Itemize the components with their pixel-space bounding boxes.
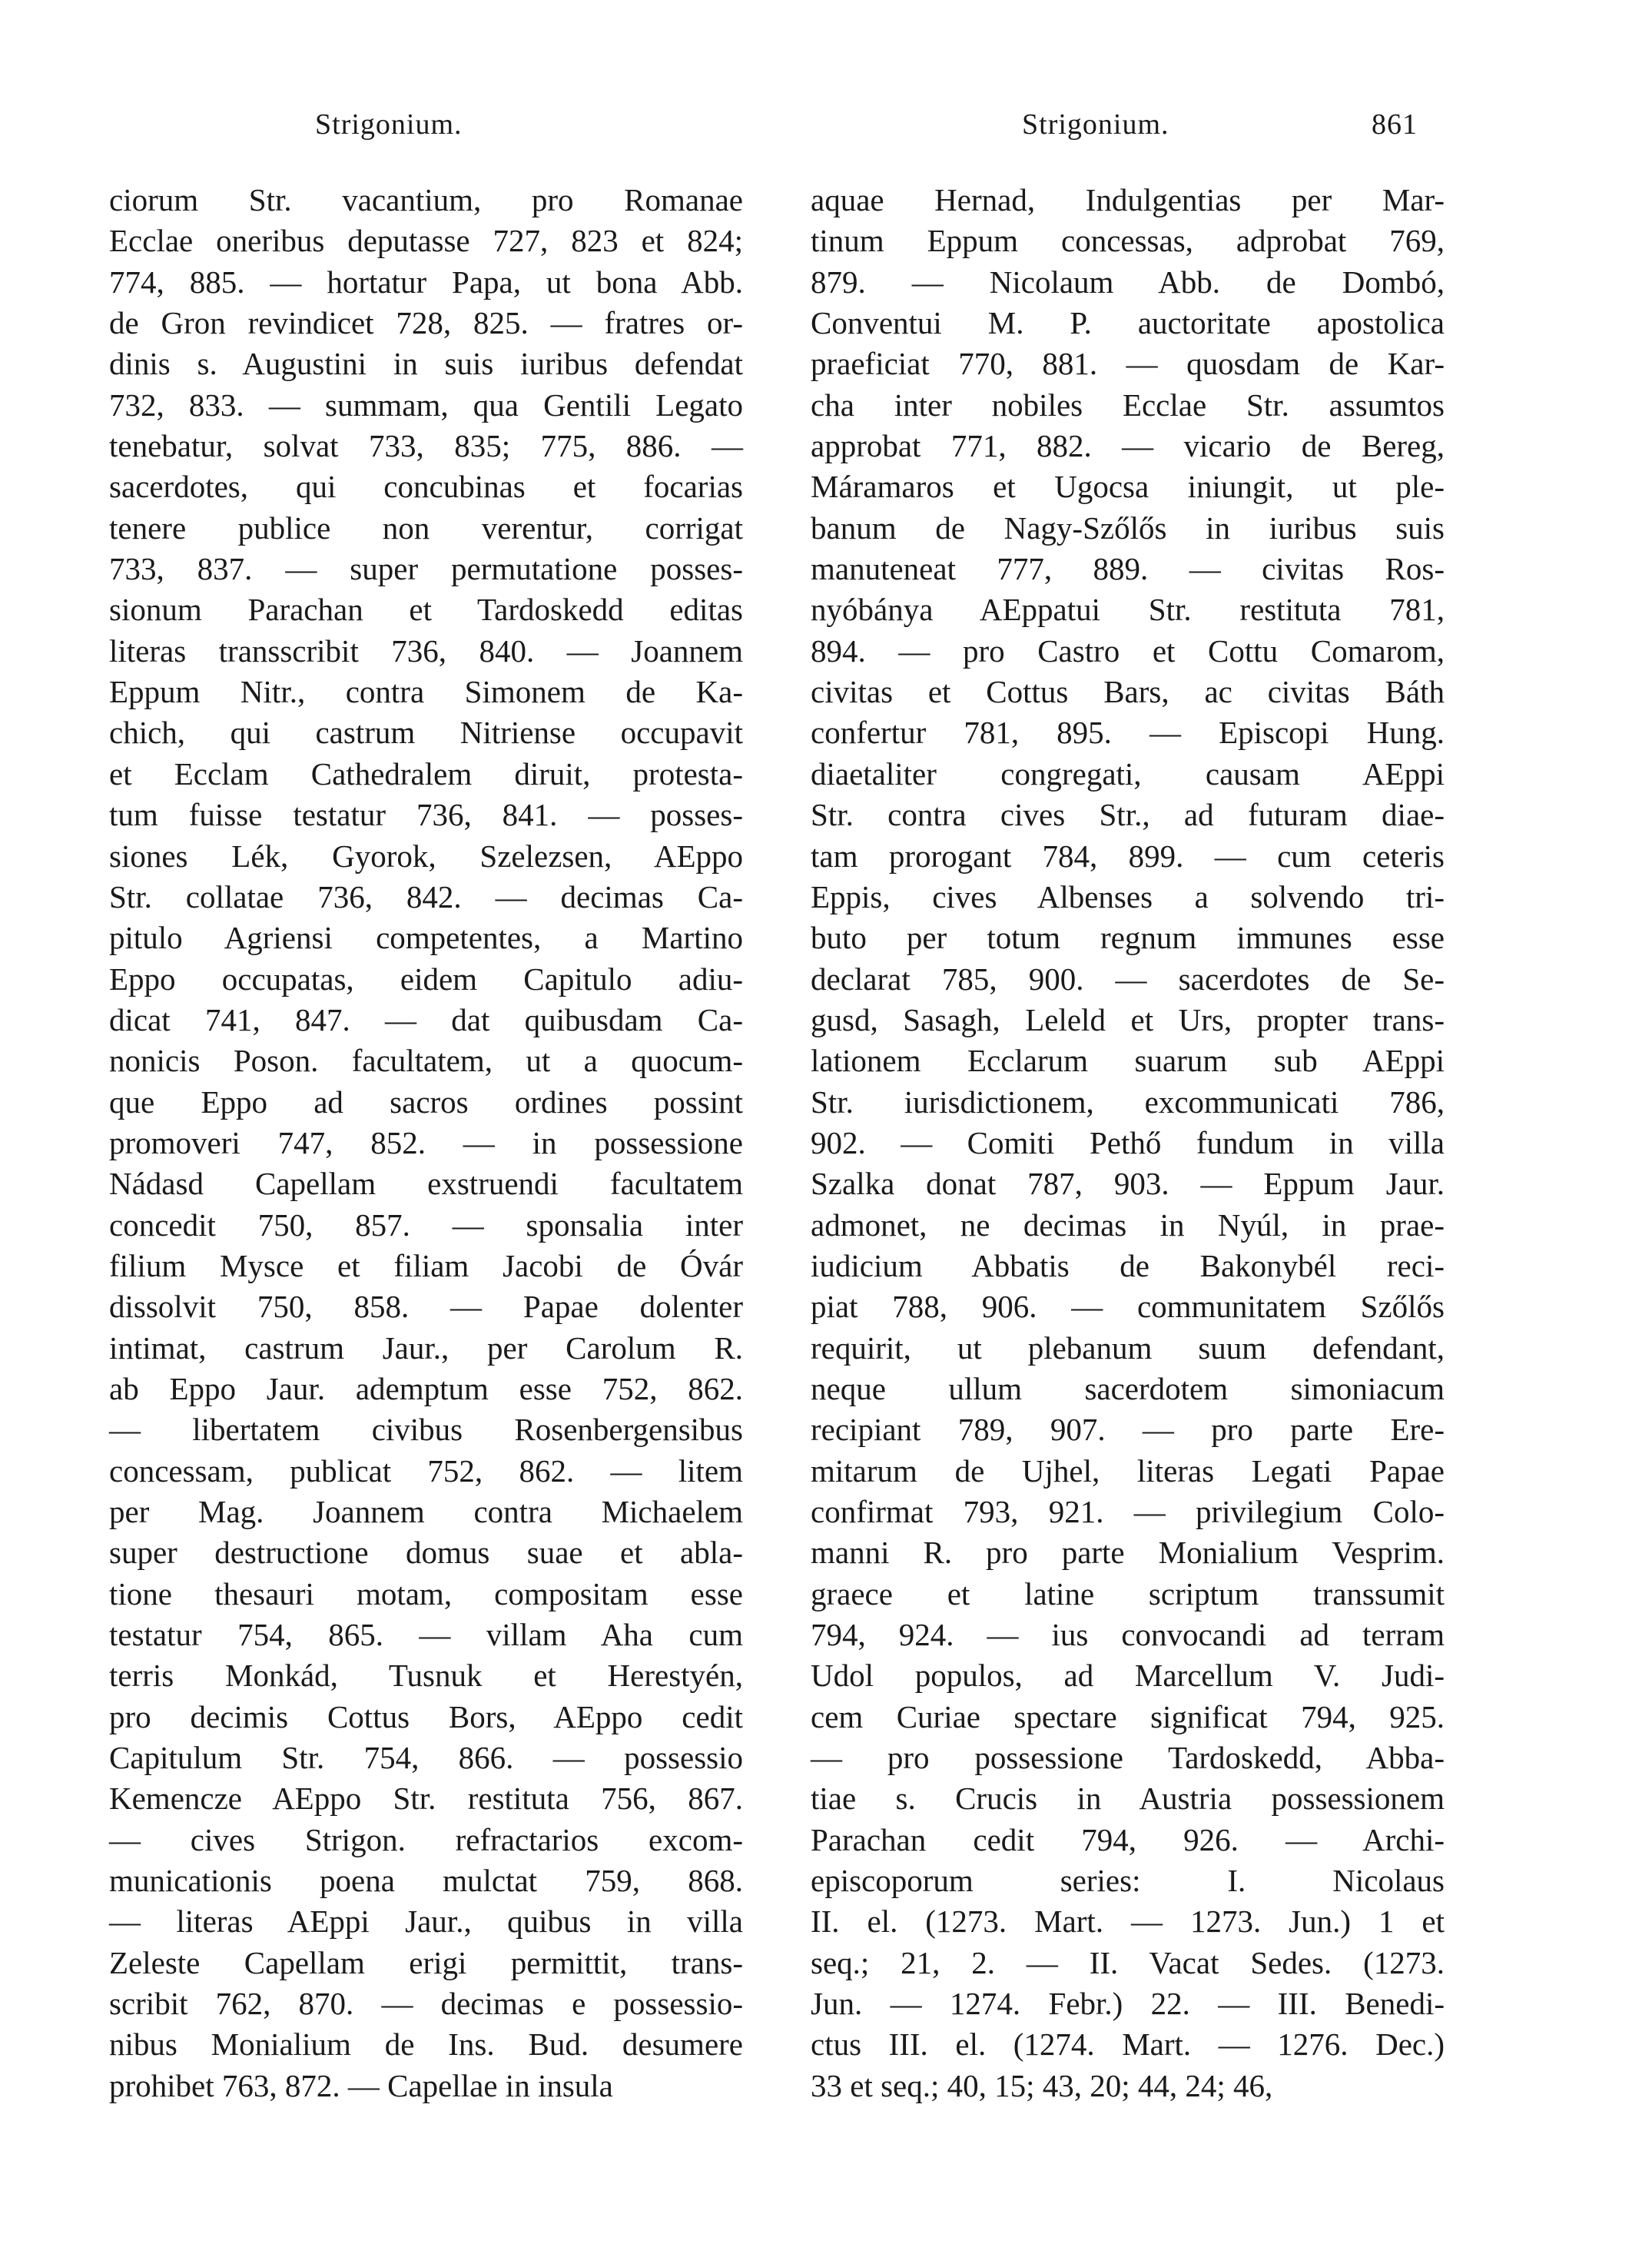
- text-line: 894. — pro Castro et Cottu Comarom,: [811, 632, 1445, 669]
- text-line: tenebatur, solvat 733, 835; 775, 886. —: [109, 428, 743, 464]
- text-line: super destructione domus suae et abla-: [109, 1535, 743, 1571]
- text-line: pro decimis Cottus Bors, AEppo cedit: [109, 1698, 743, 1734]
- text-line: chich, qui castrum Nitriense occupavit: [109, 715, 743, 751]
- text-line: tiae s. Crucis in Austria possessionem: [811, 1781, 1445, 1817]
- text-line: lationem Ecclarum suarum sub AEppi: [811, 1043, 1445, 1079]
- text-line: declarat 785, 900. — sacerdotes de Se-: [811, 961, 1445, 997]
- text-line: piat 788, 906. — communitatem Szőlős: [811, 1289, 1445, 1325]
- text-line: Máramaros et Ugocsa iniungit, ut ple-: [811, 469, 1445, 505]
- text-line: Str. iurisdictionem, excommunicati 786,: [811, 1084, 1445, 1120]
- text-line: 794, 924. — ius convocandi ad terram: [811, 1617, 1445, 1653]
- text-line: aquae Hernad, Indulgentias per Mar-: [811, 182, 1445, 217]
- text-line: — literas AEppi Jaur., quibus in villa: [109, 1904, 743, 1940]
- text-line: dissolvit 750, 858. — Papae dolenter: [109, 1289, 743, 1325]
- text-line: Str. contra cives Str., ad futuram diae-: [811, 797, 1445, 833]
- text-line: Eppis, cives Albenses a solvendo tri-: [811, 878, 1445, 914]
- text-line: Conventui M. P. auctoritate apostolica: [811, 305, 1445, 341]
- text-line: sionum Parachan et Tardoskedd editas: [109, 592, 743, 628]
- text-line: intimat, castrum Jaur., per Carolum R.: [109, 1329, 743, 1366]
- text-line: testatur 754, 865. — villam Aha cum: [109, 1617, 743, 1653]
- text-line: sacerdotes, qui concubinas et focarias: [109, 469, 743, 505]
- text-line: Nádasd Capellam exstruendi facultatem: [109, 1166, 743, 1202]
- text-line: manni R. pro parte Monialium Vesprim.: [811, 1535, 1445, 1571]
- text-line: 774, 885. — hortatur Papa, ut bona Abb.: [109, 264, 743, 300]
- text-line: 879. — Nicolaum Abb. de Dombó,: [811, 264, 1445, 300]
- text-line: tam prorogant 784, 899. — cum ceteris: [811, 838, 1445, 874]
- text-line: banum de Nagy-Szőlős in iuribus suis: [811, 509, 1445, 546]
- text-line: promoveri 747, 852. — in possessione: [109, 1124, 743, 1160]
- text-line: scribit 762, 870. — decimas e possessio-: [109, 1986, 743, 2022]
- text-line: cem Curiae spectare significat 794, 925.: [811, 1698, 1445, 1734]
- text-line: per Mag. Joannem contra Michaelem: [109, 1494, 743, 1529]
- text-line: nyóbánya AEppatui Str. restituta 781,: [811, 592, 1445, 628]
- text-line: Szalka donat 787, 903. — Eppum Jaur.: [811, 1166, 1445, 1202]
- text-line: graece et latine scriptum transsumit: [811, 1575, 1445, 1611]
- text-line: siones Lék, Gyorok, Szelezsen, AEppo: [109, 838, 743, 874]
- text-line: neque ullum sacerdotem simoniacum: [811, 1370, 1445, 1406]
- text-line: et Ecclam Cathedralem diruit, protesta-: [109, 755, 743, 792]
- text-line: manuteneat 777, 889. — civitas Ros-: [811, 551, 1445, 587]
- text-line: cha inter nobiles Ecclae Str. assumtos: [811, 387, 1445, 423]
- text-line: Eppum Nitr., contra Simonem de Ka-: [109, 674, 743, 710]
- text-line: 732, 833. — summam, qua Gentili Legato: [109, 387, 743, 423]
- text-line: Str. collatae 736, 842. — decimas Ca-: [109, 878, 743, 914]
- text-line: seq.; 21, 2. — II. Vacat Sedes. (1273.: [811, 1944, 1445, 1980]
- text-line: literas transscribit 736, 840. — Joannem: [109, 632, 743, 669]
- text-line: 733, 837. — super permutatione posses-: [109, 551, 743, 587]
- text-line: dinis s. Augustini in suis iuribus defendat: [109, 346, 743, 382]
- text-line: — pro possessione Tardoskedd, Abba-: [811, 1740, 1445, 1776]
- text-line: approbat 771, 882. — vicario de Bereg,: [811, 428, 1445, 464]
- text-line: nibus Monialium de Ins. Bud. desumere: [109, 2026, 743, 2063]
- text-line: II. el. (1273. Mart. — 1273. Jun.) 1 et: [811, 1904, 1445, 1940]
- text-line: episcoporum series: I. Nicolaus: [811, 1863, 1445, 1899]
- left-column: [109, 180, 743, 2106]
- text-line: iudicium Abbatis de Bakonybél reci-: [811, 1247, 1445, 1283]
- text-line: concessam, publicat 752, 862. — litem: [109, 1452, 743, 1489]
- text-line: requirit, ut plebanum suum defendant,: [811, 1329, 1445, 1366]
- text-line: praeficiat 770, 881. — quosdam de Kar-: [811, 346, 1445, 382]
- running-head-left: Strigonium.: [315, 108, 463, 141]
- text-line: filium Mysce et filiam Jacobi de Óvár: [109, 1247, 743, 1283]
- text-line: — cives Strigon. refractarios excom-: [109, 1821, 743, 1857]
- text-line: ctus III. el. (1274. Mart. — 1276. Dec.): [811, 2026, 1445, 2063]
- text-line: Ecclae oneribus deputasse 727, 823 et 824;: [109, 223, 743, 259]
- text-line: prohibet 763, 872. — Capellae in insula: [109, 2067, 613, 2103]
- text-line: que Eppo ad sacros ordines possint: [109, 1084, 743, 1120]
- text-line: Capitulum Str. 754, 866. — possessio: [109, 1740, 743, 1776]
- text-line: pitulo Agriensi competentes, a Martino: [109, 920, 743, 956]
- text-line: mitarum de Ujhel, literas Legati Papae: [811, 1452, 1445, 1489]
- text-line: concedit 750, 857. — sponsalia inter: [109, 1207, 743, 1243]
- text-line: terris Monkád, Tusnuk et Herestyén,: [109, 1658, 743, 1694]
- text-line: 902. — Comiti Pethő fundum in villa: [811, 1124, 1445, 1160]
- text-line: nonicis Poson. facultatem, ut a quocum-: [109, 1043, 743, 1079]
- text-line: tinum Eppum concessas, adprobat 769,: [811, 223, 1445, 259]
- text-line: tum fuisse testatur 736, 841. — posses-: [109, 797, 743, 833]
- text-line: Zeleste Capellam erigi permittit, trans-: [109, 1944, 743, 1980]
- text-line: buto per totum regnum immunes esse: [811, 920, 1445, 956]
- text-line: diaetaliter congregati, causam AEppi: [811, 755, 1445, 792]
- text-line: Jun. — 1274. Febr.) 22. — III. Benedi-: [811, 1986, 1445, 2022]
- text-line: ciorum Str. vacantium, pro Romanae: [109, 182, 743, 217]
- text-line: Eppo occupatas, eidem Capitulo adiu-: [109, 961, 743, 997]
- text-line: Parachan cedit 794, 926. — Archi-: [811, 1821, 1445, 1857]
- text-line: gusd, Sasagh, Leleld et Urs, propter trans-: [811, 1001, 1445, 1037]
- text-line: confirmat 793, 921. — privilegium Colo-: [811, 1494, 1445, 1529]
- text-line: Udol populos, ad Marcellum V. Judi-: [811, 1658, 1445, 1694]
- running-head-right: Strigonium.: [1022, 108, 1169, 141]
- text-line: recipiant 789, 907. — pro parte Ere-: [811, 1412, 1445, 1448]
- text-line: dicat 741, 847. — dat quibusdam Ca-: [109, 1001, 743, 1037]
- text-line: de Gron revindicet 728, 825. — fratres or-: [109, 305, 743, 341]
- text-line: confertur 781, 895. — Episcopi Hung.: [811, 715, 1445, 751]
- text-line: Kemencze AEppo Str. restituta 756, 867.: [109, 1781, 743, 1817]
- right-column: [811, 180, 1445, 2106]
- text-line: admonet, ne decimas in Nyúl, in prae-: [811, 1207, 1445, 1243]
- text-line: ab Eppo Jaur. ademptum esse 752, 862.: [109, 1370, 743, 1406]
- text-line: tione thesauri motam, compositam esse: [109, 1575, 743, 1611]
- text-line: civitas et Cottus Bars, ac civitas Báth: [811, 674, 1445, 710]
- text-line: tenere publice non verentur, corrigat: [109, 509, 743, 546]
- text-line: municationis poena mulctat 759, 868.: [109, 1863, 743, 1899]
- text-line: — libertatem civibus Rosenbergensibus: [109, 1412, 743, 1448]
- text-line: 33 et seq.; 40, 15; 43, 20; 44, 24; 46,: [811, 2067, 1273, 2103]
- page-number: 861: [1372, 108, 1418, 141]
